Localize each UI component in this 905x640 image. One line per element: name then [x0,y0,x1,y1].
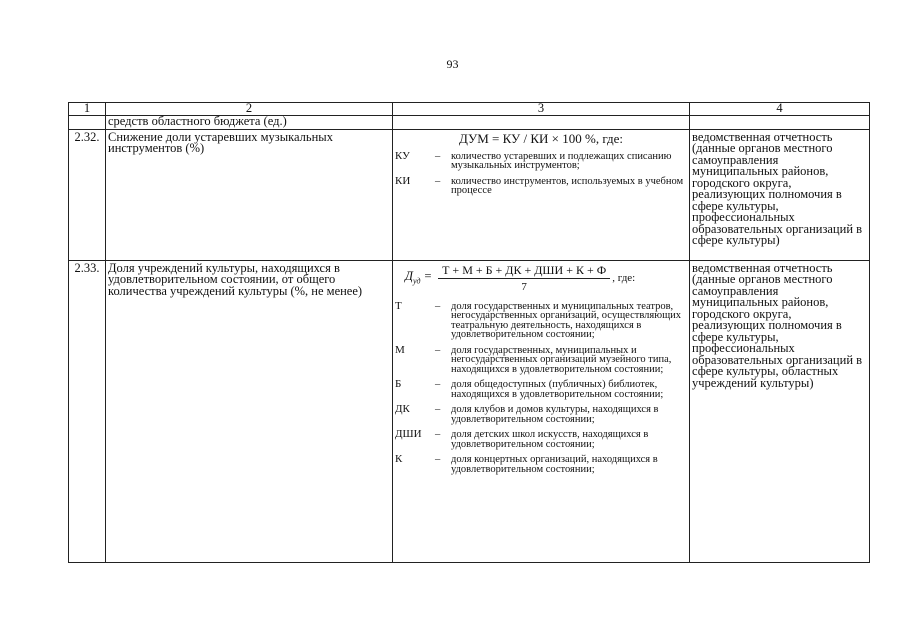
variable-symbol: М [395,343,405,356]
variable-symbol: Б [395,378,402,390]
variable-description: количество инструментов, используемых в учебном процессе [451,175,684,196]
continuation-row [69,115,870,129]
variable-description: доля клубов и домов культуры, находящихся в удовлетворительном состоянии; [451,404,659,425]
formula-lhs-symbol: Д [405,269,413,283]
formula-denominator: 7 [521,281,527,293]
formula: ДУМ = КУ / КИ × 100 %, где: [459,130,623,146]
variable-dash: – [435,379,441,390]
variable-description: количество устаревших и подлежащих списанию музыкальных инструментов; [451,150,672,171]
variable-description: доля концертных организаций, находящихся в удовлетворительном состоянии; [451,454,658,475]
continuation-text: средств областного бюджета (ед.) [106,115,393,129]
formula-fraction [438,262,610,294]
table-row [69,129,870,260]
variable-definition [395,430,687,449]
formula-cell [393,260,690,562]
formula-cell [393,129,690,260]
variable-definition [395,455,687,474]
formula-lhs [405,271,432,287]
variable-dash: – [435,344,441,356]
indicator-name: Снижение доли устаревших музыкальных инструментов (%) [106,129,393,260]
header-col-1: 1 [69,103,106,116]
variable-dash: – [435,454,441,465]
variable-symbol: КУ [395,149,410,162]
variable-definition [395,343,687,375]
variable-dash: – [435,175,441,187]
formula-equals: = [423,269,433,283]
header-col-2: 2 [106,103,393,116]
row-number: 2.33. [69,260,106,562]
data-source: ведомственная отчетность (данные органов местного самоуправления муниципальных районов, городского округа, реализующих полномочия в сфере культуры, профессиональных образовательных организаций в сфере культуры, областных учреждений культуры) [690,260,870,562]
variable-dash: – [435,300,441,312]
formula [405,262,687,294]
variable-dash: – [435,429,441,440]
variable-definition [395,380,687,399]
variable-dash: – [435,150,441,162]
variable-symbol: ДК [395,403,410,415]
variable-description: доля детских школ искусств, находящихся в удовлетворительном состоянии; [451,429,649,450]
variable-definition [395,405,687,424]
continuation-source [690,115,870,129]
formula-tail: , где: [612,272,636,285]
table-row [69,260,870,562]
header-col-3: 3 [393,103,690,116]
variable-symbol: Т [395,299,402,312]
variable-dash: – [435,404,441,415]
header-col-4: 4 [690,103,870,116]
variable-definition [395,174,687,196]
data-source: ведомственная отчетность (данные органов местного самоуправления муниципальных районов, городского округа, реализующих полномочия в сфере культуры, профессиональных образовательных организаций в сфере культуры) [690,129,870,260]
indicators-table [68,102,870,563]
continuation-num [69,115,106,129]
variable-description: доля общедоступных (публичных) библиотек, находящихся в удовлетворительном состоянии; [451,379,664,400]
variable-symbol: ДШИ [395,428,422,440]
indicator-name: Доля учреждений культуры, находящихся в удовлетворительном состоянии, от общего количества учреждений культуры (%, не менее) [106,260,393,562]
variable-description: доля государственных, муниципальных и негосударственных организаций музейного типа, находящихся в удовлетворительном состоянии; [451,344,672,375]
formula-lhs-subscript: уд [412,276,421,286]
page-number: 93 [446,57,459,71]
variable-description: доля государственных и муниципальных театров, негосударственных организаций, осуществляющих театральную деятельность, находящихся в удовлетворительном состоянии; [451,300,682,340]
continuation-formula [393,115,690,129]
row-number: 2.32. [69,129,106,260]
formula-numerator: Т + М + Б + ДК + ДШИ + К + Ф [438,265,610,280]
variable-symbol: К [395,453,403,465]
variable-symbol: КИ [395,174,411,187]
variable-definition [395,149,687,171]
variable-definition [395,299,687,340]
